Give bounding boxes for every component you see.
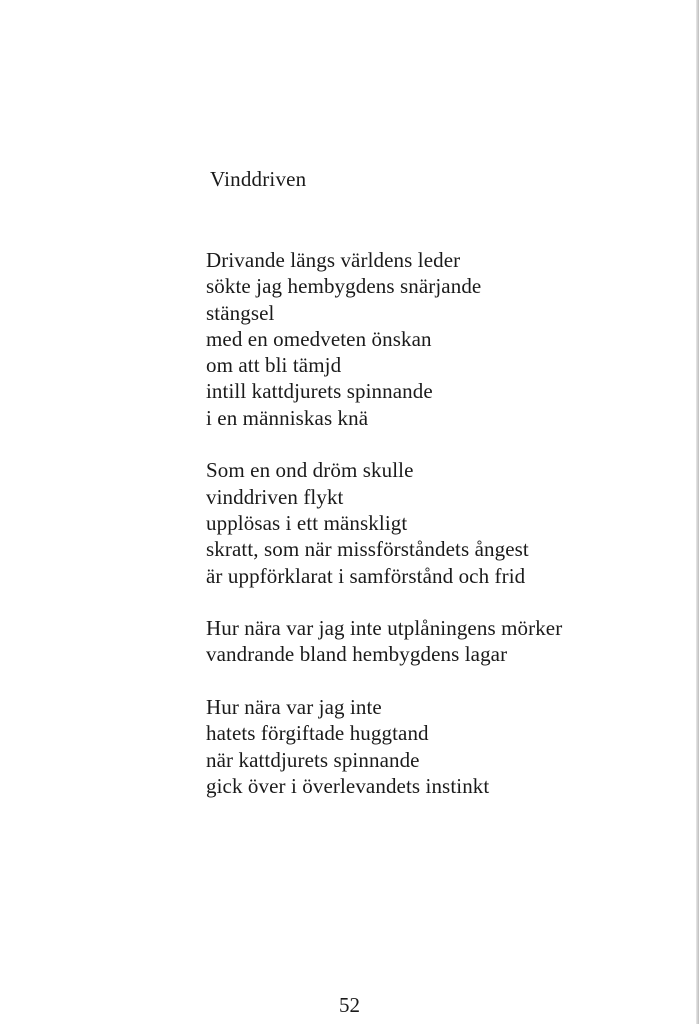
poem-line: sökte jag hembygdens snärjande (206, 274, 482, 299)
poem-line: skratt, som när missförståndets ångest (206, 537, 529, 562)
poem-line: intill kattdjurets spinnande (206, 379, 433, 404)
poem-line: hatets förgiftade huggtand (206, 721, 429, 746)
poem-line: Hur nära var jag inte (206, 695, 382, 720)
stanza-3 (206, 615, 666, 668)
poem-line: gick över i överlevandets instinkt (206, 773, 490, 798)
poem-body (206, 247, 666, 799)
poem-line: är uppförklarat i samförstånd och frid (206, 563, 526, 588)
poem-line: med en omedveten önskan (206, 326, 432, 351)
poem-line: Hur nära var jag inte utplåningens mörker (206, 616, 563, 641)
poem-line: upplösas i ett mänskligt (206, 510, 408, 535)
poem-line: stängsel (206, 300, 275, 325)
stanza-4 (206, 694, 666, 799)
poem-line: när kattdjurets spinnande (206, 747, 420, 772)
poem-line: i en människas knä (206, 405, 369, 430)
poem-line: Som en ond dröm skulle (206, 458, 414, 483)
page-number: 52 (339, 993, 360, 1017)
poem-line: vinddriven flykt (206, 484, 344, 509)
poem-line: om att bli tämjd (206, 353, 342, 378)
stanza-1 (206, 247, 666, 431)
stanza-2 (206, 457, 666, 588)
poem-line: Drivande längs världens leder (206, 248, 461, 272)
poem-title: Vinddriven (210, 167, 307, 191)
poem-line: vandrande bland hembygdens lagar (206, 642, 508, 667)
